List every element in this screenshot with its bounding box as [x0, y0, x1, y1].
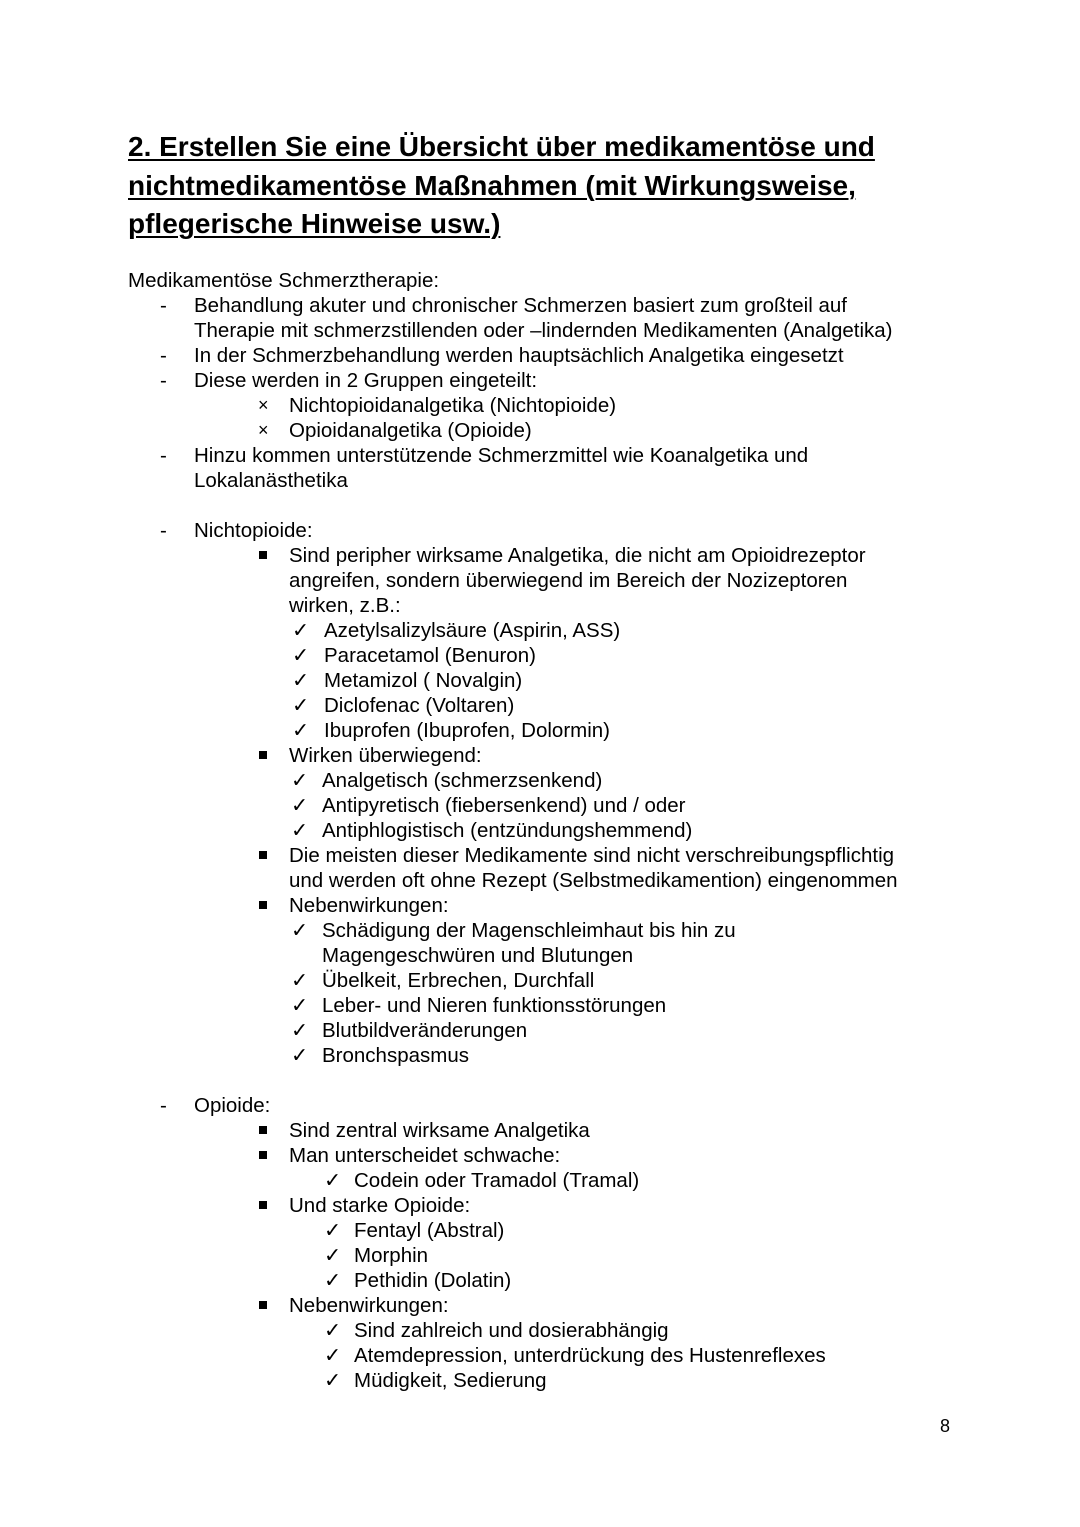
check-item: ✓ Übelkeit, Erbrechen, Durchfall: [291, 969, 595, 992]
check-icon: ✓: [324, 1369, 342, 1392]
check-icon: ✓: [324, 1269, 342, 1292]
dash-bullet: -: [160, 444, 167, 467]
check-item: ✓ Pethidin (Dolatin): [324, 1269, 512, 1292]
sub-list-item: Wirken überwiegend:: [128, 743, 948, 768]
check-item: ✓ Fentayl (Abstral): [324, 1219, 505, 1242]
check-icon: ✓: [292, 669, 310, 692]
title-line: pflegerische Hinweise usw.): [128, 208, 501, 239]
check-icon: ✓: [291, 794, 309, 817]
check-item: ✓ Atemdepression, unterdrückung des Hustenreflexes: [324, 1344, 826, 1367]
check-item: ✓ Leber- und Nieren funktionsstörungen: [291, 994, 667, 1017]
check-icon: ✓: [291, 819, 309, 842]
list-item-continuation: Lokalanästhetika: [194, 469, 348, 492]
check-item: ✓ Metamizol ( Novalgin): [292, 669, 523, 692]
heading-block: [128, 128, 948, 244]
check-item: ✓ Paracetamol (Benuron): [292, 644, 536, 667]
list-item: - Nichtopioide:: [160, 519, 313, 542]
sub-list-item: Nebenwirkungen:: [128, 1293, 948, 1318]
dash-bullet: -: [160, 294, 167, 317]
list-item: - Opioide:: [160, 1094, 271, 1117]
check-item: ✓ Antipyretisch (fiebersenkend) und / oder: [291, 794, 686, 817]
square-bullet-icon: [259, 543, 267, 568]
square-bullet-icon: [259, 1143, 267, 1168]
title-line: 2. Erstellen Sie eine Übersicht über medikamentöse und: [128, 131, 875, 162]
check-item: ✓ Bronchspasmus: [291, 1044, 469, 1067]
check-icon: ✓: [291, 1019, 309, 1042]
cross-bullet-icon: ×: [258, 420, 269, 440]
square-bullet-icon: [259, 1293, 267, 1318]
check-item: ✓ Sind zahlreich und dosierabhängig: [324, 1319, 669, 1342]
check-item: ✓ Schädigung der Magenschleimhaut bis hin zu: [291, 919, 736, 942]
check-icon: ✓: [292, 719, 310, 742]
check-item: ✓ Analgetisch (schmerzsenkend): [291, 769, 603, 792]
sub-list-item: × Nichtopioidanalgetika (Nichtopioide): [258, 394, 617, 417]
dash-bullet: -: [160, 344, 167, 367]
check-icon: ✓: [291, 994, 309, 1017]
check-item: ✓ Morphin: [324, 1244, 429, 1267]
page-title: [128, 128, 948, 244]
check-item: ✓ Azetylsalizylsäure (Aspirin, ASS): [292, 619, 621, 642]
check-icon: ✓: [292, 619, 310, 642]
sub-list-item-continuation: wirken, z.B.:: [289, 594, 401, 617]
check-icon: ✓: [324, 1344, 342, 1367]
sub-list-item-continuation: und werden oft ohne Rezept (Selbstmedikamention) eingenommen: [289, 869, 898, 892]
sub-list-item: Nebenwirkungen:: [128, 893, 948, 918]
title-line: nichtmedikamentöse Maßnahmen (mit Wirkungsweise,: [128, 169, 856, 201]
square-bullet-icon: [259, 893, 267, 918]
check-icon: ✓: [291, 919, 309, 942]
sub-list-item: Man unterscheidet schwache:: [128, 1143, 948, 1168]
page-number: 8: [940, 1416, 951, 1436]
sub-list-item: Sind zentral wirksame Analgetika: [128, 1118, 948, 1143]
section-heading: Medikamentöse Schmerztherapie:: [128, 269, 440, 292]
check-item: ✓ Blutbildveränderungen: [291, 1019, 528, 1042]
check-item: ✓ Ibuprofen (Ibuprofen, Dolormin): [292, 719, 611, 742]
check-item: ✓ Diclofenac (Voltaren): [292, 694, 515, 717]
document-body: [128, 268, 948, 1393]
square-bullet-icon: [259, 1193, 267, 1218]
list-item: - Behandlung akuter und chronischer Schmerzen basiert zum großteil auf: [160, 294, 847, 317]
cross-bullet-icon: ×: [258, 395, 269, 415]
sub-list-item: Die meisten dieser Medikamente sind nicht verschreibungspflichtig: [128, 843, 948, 868]
sub-list-item: × Opioidanalgetika (Opioide): [258, 419, 532, 442]
list-item-continuation: Therapie mit schmerzstillenden oder –lindernden Medikamenten (Analgetika): [194, 319, 893, 342]
check-item-continuation: Magengeschwüren und Blutungen: [322, 944, 634, 967]
square-bullet-icon: [259, 743, 267, 768]
check-item: ✓ Codein oder Tramadol (Tramal): [324, 1169, 640, 1192]
check-icon: ✓: [324, 1169, 342, 1192]
square-bullet-icon: [259, 1118, 267, 1143]
sub-list-item: Und starke Opioide:: [128, 1193, 948, 1218]
sub-list-item-continuation: angreifen, sondern überwiegend im Bereich der Nozizeptoren: [289, 569, 848, 592]
dash-bullet: -: [160, 369, 167, 392]
check-icon: ✓: [324, 1319, 342, 1342]
check-icon: ✓: [291, 969, 309, 992]
list-item: - In der Schmerzbehandlung werden hauptsächlich Analgetika eingesetzt: [160, 344, 844, 367]
dash-bullet: -: [160, 1094, 167, 1117]
check-icon: ✓: [291, 1044, 309, 1067]
check-item: ✓ Müdigkeit, Sedierung: [324, 1369, 547, 1392]
list-item: - Hinzu kommen unterstützende Schmerzmittel wie Koanalgetika und: [160, 444, 809, 467]
check-icon: ✓: [324, 1244, 342, 1267]
check-icon: ✓: [291, 769, 309, 792]
check-icon: ✓: [324, 1219, 342, 1242]
check-icon: ✓: [292, 694, 310, 717]
square-bullet-icon: [259, 843, 267, 868]
sub-list-item: Sind peripher wirksame Analgetika, die nicht am Opioidrezeptor: [128, 543, 948, 568]
list-item: - Diese werden in 2 Gruppen eingeteilt:: [160, 369, 538, 392]
dash-bullet: -: [160, 519, 167, 542]
check-item: ✓ Antiphlogistisch (entzündungshemmend): [291, 819, 693, 842]
check-icon: ✓: [292, 644, 310, 667]
